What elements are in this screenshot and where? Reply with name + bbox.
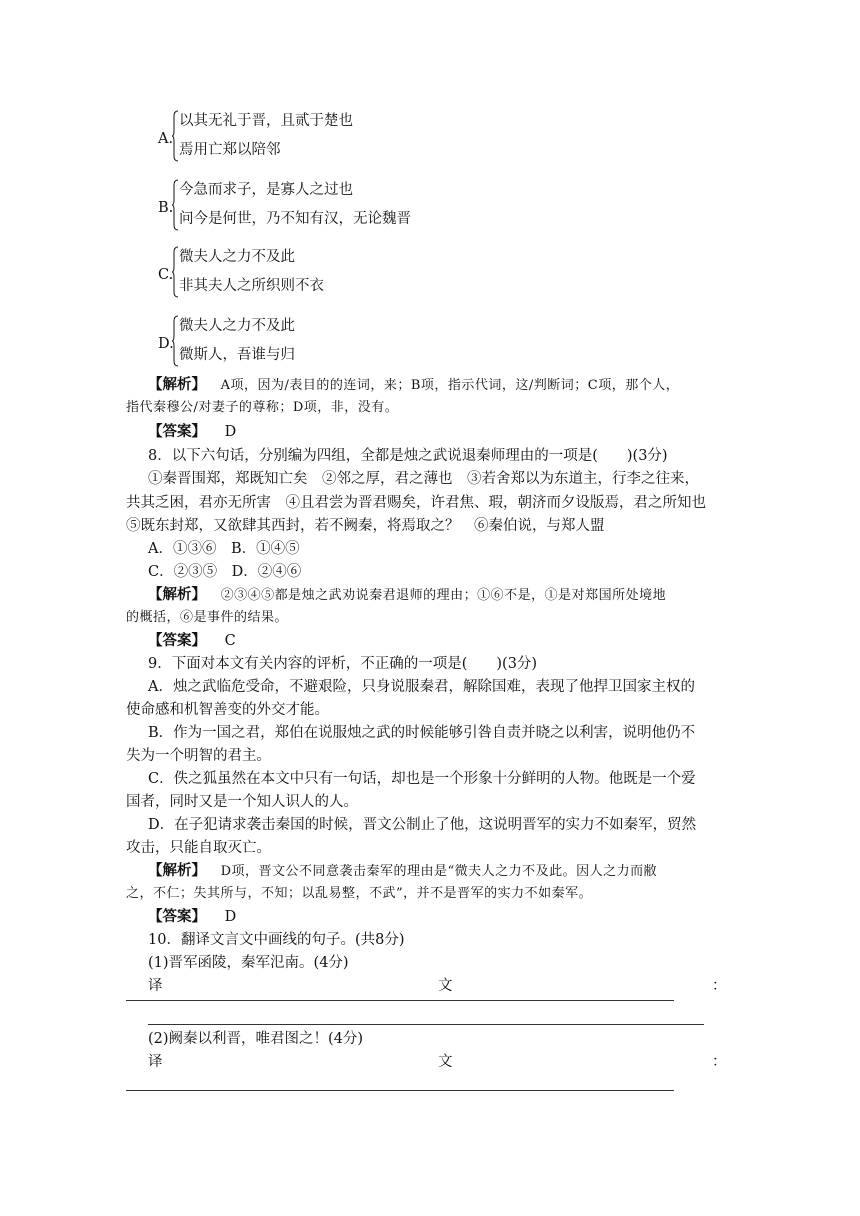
option-b-line1: 今急而求子，是寡人之过也: [179, 182, 353, 198]
q7-analysis-text-2: 指代秦穆公/对妻子的尊称；D项，非，没有。: [126, 400, 399, 415]
answer-line-1b[interactable]: [148, 1024, 704, 1025]
q8-options-ab: A．①③⑥ B．①④⑤: [148, 541, 300, 557]
q9-option-c-1: C．佚之狐虽然在本文中只有一句话，却也是一个形象十分鲜明的人物。他既是一个爱: [148, 771, 696, 787]
q7-answer-label: 【答案】: [148, 423, 206, 440]
q9-analysis-text: D项，晋文公不同意袭击秦军的理由是“微夫人之力不及此。因人之力而敝: [220, 864, 658, 879]
answer-line-2a[interactable]: [126, 1090, 674, 1091]
q9-option-b-2: 失为一个明智的君主。: [126, 748, 271, 764]
q9-option-d-2: 攻击，只能自取灭亡。: [126, 840, 271, 856]
q8-analysis-label: 【解析】: [148, 586, 206, 603]
option-b-letter: B.: [158, 200, 174, 216]
q8-answer: C: [224, 633, 236, 649]
q10-part-2: (2)阙秦以利晋，唯君图之！(4分): [148, 1031, 364, 1047]
q10-part-1: (1)晋军函陵，秦军氾南。(4分): [148, 955, 349, 971]
q7-analysis-text: A项，因为/表目的的连词，来；B项，指示代词，这/判断词；C项，那个人，: [220, 378, 680, 393]
q10-stem: 10．翻译文言文中画线的句子。(共8分): [148, 932, 405, 948]
answer-line-1a[interactable]: [126, 1000, 674, 1001]
q8-analysis-text-2: 的概括，⑥是事件的结果。: [126, 610, 289, 625]
q9-analysis-text-2: 之，不仁；失其所与，不知；以乱易整，不武”，并不是晋军的实力不如秦军。: [126, 886, 593, 901]
option-a-brace: [172, 110, 179, 162]
translation-label-wen-2: 文: [438, 1054, 453, 1070]
option-d-letter: D.: [158, 336, 174, 352]
q9-option-a-2: 使命感和机智善变的外交才能。: [126, 702, 329, 718]
option-d-line1: 微夫人之力不及此: [179, 318, 295, 334]
q8-options-cd: C．②③⑤ D．②④⑥: [148, 564, 302, 580]
q9-stem: 9．下面对本文有关内容的评析，不正确的一项是( )(3分): [148, 656, 538, 672]
q8-sentences-3: ⑤既东封郑，又欲肆其西封，若不阙秦，将焉取之？ ⑥秦伯说，与郑人盟: [126, 518, 605, 534]
q9-answer-label: 【答案】: [148, 908, 206, 925]
q7-answer: D: [224, 424, 237, 440]
q8-answer-label: 【答案】: [148, 632, 206, 649]
option-c-line1: 微夫人之力不及此: [179, 249, 295, 265]
option-c-brace: [172, 246, 179, 298]
q9-analysis-label: 【解析】: [148, 862, 206, 879]
translation-label-yi-1: 译: [148, 978, 163, 994]
option-d-brace: [172, 315, 179, 367]
q9-option-a-1: A．烛之武临危受命，不避艰险，只身说服秦君，解除国难，表现了他捍卫国家主权的: [148, 679, 695, 695]
translation-colon-2: ：: [712, 1054, 727, 1070]
q8-sentences-1: ①秦晋围郑，郑既知亡矣 ②邻之厚，君之薄也 ③若舍郑以为东道主，行李之往来，: [148, 471, 699, 487]
q9-option-c-2: 国者，同时又是一个知人识人的人。: [126, 794, 358, 810]
q8-sentences-2: 共其乏困，君亦无所害 ④且君尝为晋君赐矣，许君焦、瑕，朝济而夕设版焉，君之所知也: [126, 495, 706, 511]
q8-stem: 8．以下六句话，分别编为四组，全都是烛之武说退秦师理由的一项是( )(3分): [148, 448, 668, 464]
translation-label-yi-2: 译: [148, 1054, 163, 1070]
translation-label-wen-1: 文: [438, 978, 453, 994]
option-a-line2: 焉用亡郑以陪邻: [179, 142, 281, 158]
option-c-letter: C.: [158, 267, 174, 283]
q9-option-b-1: B．作为一国之君，郑伯在说服烛之武的时候能够引咎自责并晓之以利害，说明他仍不: [148, 725, 696, 741]
translation-colon-1: ：: [712, 978, 727, 994]
option-c-line2: 非其夫人之所织则不衣: [179, 278, 324, 294]
option-b-brace: [172, 179, 179, 231]
q8-analysis-text: ②③④⑤都是烛之武劝说秦君退师的理由；①⑥不是，①是对郑国所处境地: [220, 588, 667, 603]
option-d-line2: 微斯人，吾谁与归: [179, 347, 295, 363]
q7-analysis-label: 【解析】: [148, 376, 206, 393]
q9-answer: D: [224, 909, 237, 925]
option-a-letter: A.: [158, 131, 174, 147]
option-b-line2: 问今是何世，乃不知有汉，无论魏晋: [179, 211, 411, 227]
option-a-line1: 以其无礼于晋，且贰于楚也: [179, 113, 353, 129]
q9-option-d-1: D．在子犯请求袭击秦国的时候，晋文公制止了他，这说明晋军的实力不如秦军，贸然: [148, 817, 697, 833]
